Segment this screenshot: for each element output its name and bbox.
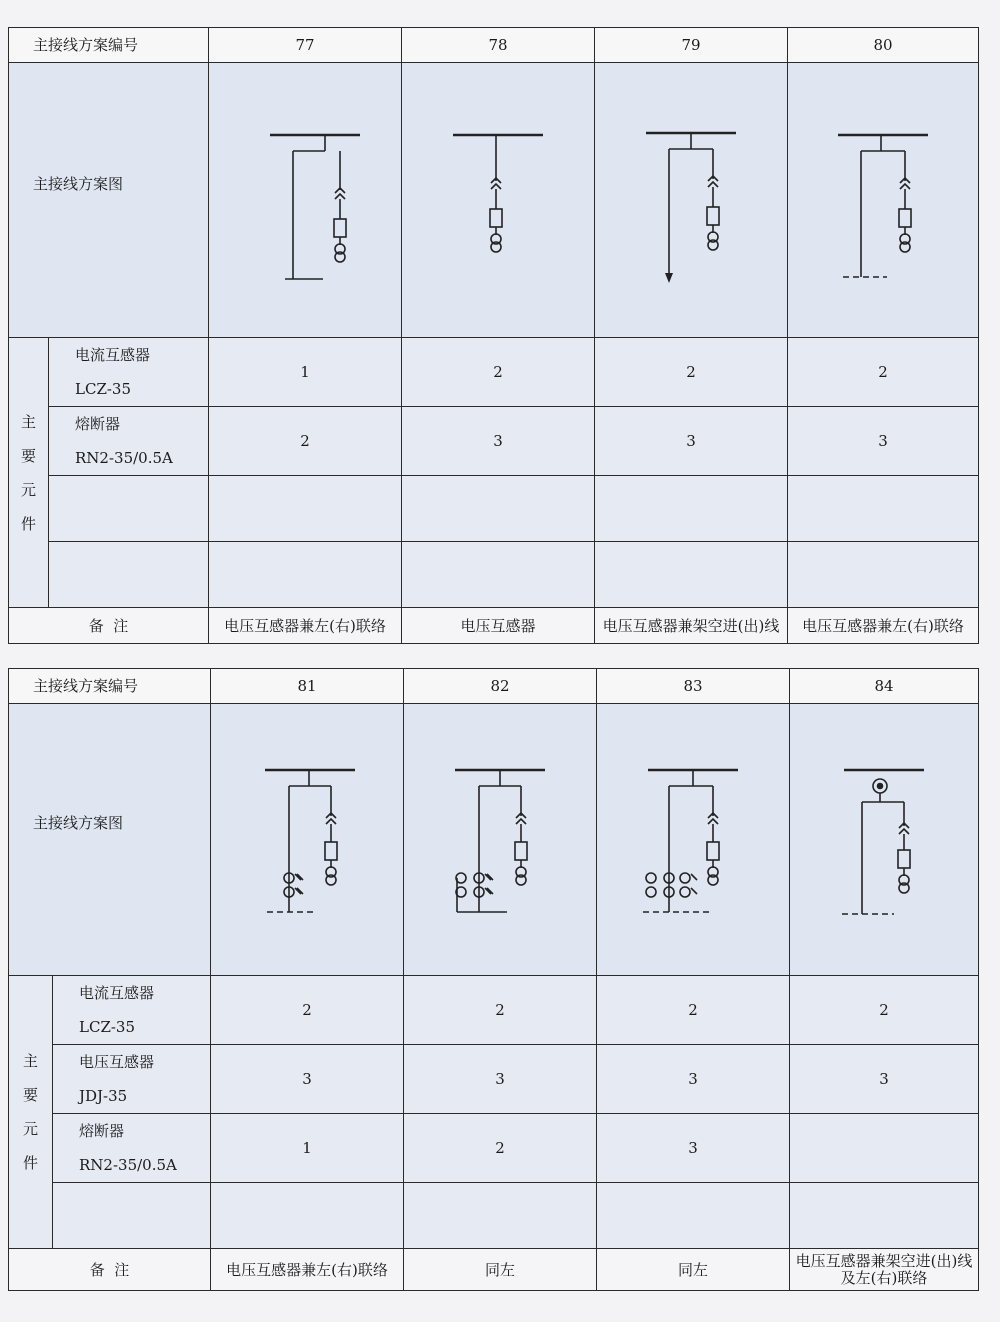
note: 电压互感器兼架空进(出)线: [595, 608, 788, 644]
component-qty: 3: [597, 1114, 790, 1183]
diagram-label: 主接线方案图: [9, 704, 211, 976]
note: 同左: [597, 1249, 790, 1291]
scheme-number: 77: [209, 28, 402, 63]
component-qty: 1: [211, 1114, 404, 1183]
component-qty: 2: [404, 1114, 597, 1183]
component-qty: 2: [211, 976, 404, 1045]
note: 电压互感器兼左(右)联络: [209, 608, 402, 644]
note: 同左: [404, 1249, 597, 1291]
component-qty: 3: [402, 407, 595, 476]
component-name: 熔断器 RN2-35/0.5A: [49, 407, 209, 476]
scheme-number: 81: [211, 669, 404, 704]
scheme-number-label: 主接线方案编号: [9, 669, 211, 704]
scheme-number-label: 主接线方案编号: [9, 28, 209, 63]
component-name: 熔断器 RN2-35/0.5A: [53, 1114, 211, 1183]
component-qty: [790, 1114, 979, 1183]
wiring-diagram-84: [790, 704, 979, 976]
main-components-label: 主 要 元 件: [9, 976, 53, 1249]
diagram-label: 主接线方案图: [9, 63, 209, 338]
component-qty: 3: [788, 407, 979, 476]
component-qty: 2: [404, 976, 597, 1045]
component-qty: 2: [597, 976, 790, 1045]
component-qty: 1: [209, 338, 402, 407]
component-qty: 2: [402, 338, 595, 407]
wiring-diagram-78: [402, 63, 595, 338]
note-label: 备 注: [9, 1249, 211, 1291]
wiring-diagram-80: [788, 63, 979, 338]
scheme-number: 83: [597, 669, 790, 704]
component-qty: 2: [790, 976, 979, 1045]
note-label: 备 注: [9, 608, 209, 644]
note: 电压互感器兼架空进(出)线 及左(右)联络: [790, 1249, 979, 1291]
scheme-number: 84: [790, 669, 979, 704]
component-name: 电流互感器 LCZ-35: [53, 976, 211, 1045]
wiring-diagram-83: [597, 704, 790, 976]
main-components-label: 主 要 元 件: [9, 338, 49, 608]
component-qty: 3: [595, 407, 788, 476]
scheme-number: 78: [402, 28, 595, 63]
scheme-table-2: [8, 668, 979, 1291]
scheme-number: 82: [404, 669, 597, 704]
component-qty: 3: [597, 1045, 790, 1114]
wiring-diagram-81: [211, 704, 404, 976]
component-qty: 3: [790, 1045, 979, 1114]
note: 电压互感器: [402, 608, 595, 644]
component-name: 电压互感器 JDJ-35: [53, 1045, 211, 1114]
component-qty: 2: [788, 338, 979, 407]
note: 电压互感器兼左(右)联络: [788, 608, 979, 644]
component-qty: 2: [595, 338, 788, 407]
note: 电压互感器兼左(右)联络: [211, 1249, 404, 1291]
wiring-diagram-79: [595, 63, 788, 338]
scheme-table-1: [8, 27, 979, 644]
scheme-number: 79: [595, 28, 788, 63]
wiring-diagram-82: [404, 704, 597, 976]
empty-cell: [53, 1183, 211, 1249]
component-qty: 3: [211, 1045, 404, 1114]
wiring-diagram-77: [209, 63, 402, 338]
component-qty: 2: [209, 407, 402, 476]
scheme-number: 80: [788, 28, 979, 63]
empty-cell: [49, 476, 209, 542]
component-qty: 3: [404, 1045, 597, 1114]
empty-cell: [49, 542, 209, 608]
component-name: 电流互感器 LCZ-35: [49, 338, 209, 407]
